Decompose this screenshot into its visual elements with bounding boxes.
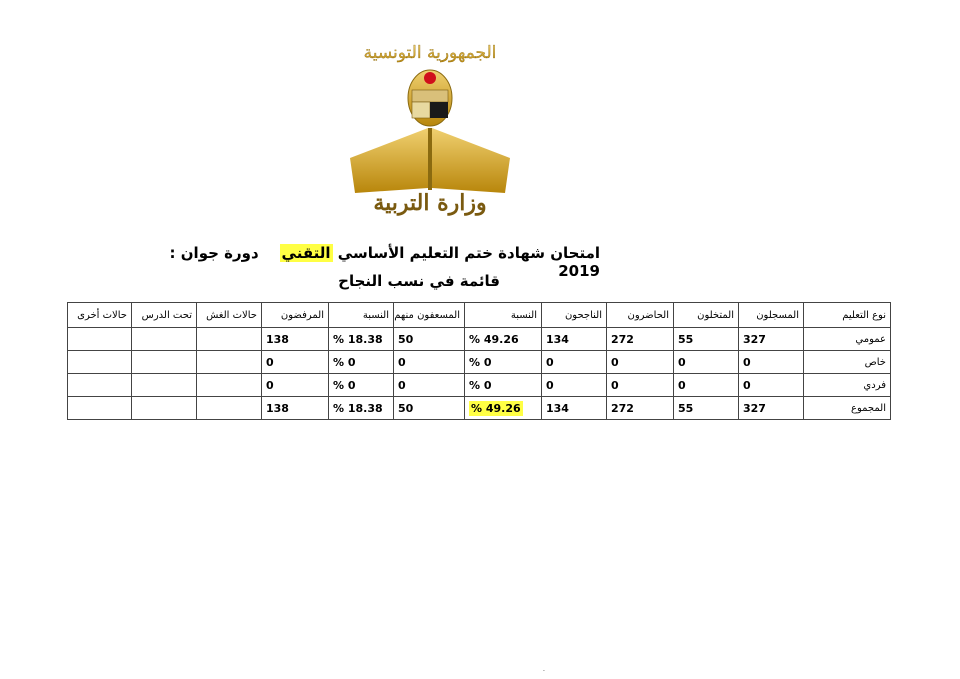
title-session: دورة جوان : 2019 xyxy=(169,244,600,280)
cell-assisted: 50 xyxy=(394,328,465,351)
table-row xyxy=(68,374,891,397)
ministry-logo xyxy=(330,28,530,218)
cell-under-study xyxy=(132,374,197,397)
cell-assisted: 0 xyxy=(394,351,465,374)
cell-present: 272 xyxy=(607,397,674,420)
cell-rejected: 138 xyxy=(262,328,329,351)
col-registered: المسجلون xyxy=(739,303,804,328)
cell-passed: 134 xyxy=(542,328,607,351)
col-passed: الناجحون xyxy=(542,303,607,328)
cell-assisted-rate: 0 % xyxy=(329,374,394,397)
cell-passed: 0 xyxy=(542,374,607,397)
cell-absent: 0 xyxy=(674,374,739,397)
table-row xyxy=(68,328,891,351)
scan-dot: · xyxy=(543,668,545,675)
cell-type: المجموع xyxy=(804,397,891,420)
cell-rate: 0 % xyxy=(465,351,542,374)
cell-other xyxy=(68,351,132,374)
cell-assisted: 50 xyxy=(394,397,465,420)
cell-registered: 0 xyxy=(739,351,804,374)
cell-rejected: 138 xyxy=(262,397,329,420)
col-absent: المتخلون xyxy=(674,303,739,328)
page-subtitle: قائمة في نسب النجاح xyxy=(338,272,500,290)
cell-passed: 134 xyxy=(542,397,607,420)
highlighted-rate: 49.26 % xyxy=(471,401,521,415)
col-cheating: حالات الغش xyxy=(197,303,262,328)
title-text: امتحان شهادة ختم التعليم الأساسي xyxy=(337,244,600,262)
cell-present: 272 xyxy=(607,328,674,351)
table-row xyxy=(68,351,891,374)
svg-text:الجمهورية التونسية: الجمهورية التونسية xyxy=(363,43,497,63)
cell-rejected: 0 xyxy=(262,374,329,397)
cell-type: خاص xyxy=(804,351,891,374)
col-type: نوع التعليم xyxy=(804,303,891,328)
col-rate: النسبة xyxy=(465,303,542,328)
cell-rate xyxy=(465,397,542,420)
cell-cheating xyxy=(197,328,262,351)
cell-assisted: 0 xyxy=(394,374,465,397)
cell-passed: 0 xyxy=(542,351,607,374)
title-highlight: التقني xyxy=(281,244,331,262)
cell-type: فردي xyxy=(804,374,891,397)
cell-registered: 0 xyxy=(739,374,804,397)
cell-rate: 49.26 % xyxy=(465,328,542,351)
cell-under-study xyxy=(132,397,197,420)
cell-other xyxy=(68,328,132,351)
cell-cheating xyxy=(197,374,262,397)
col-assisted-rate: النسبة xyxy=(329,303,394,328)
col-rejected: المرفضون xyxy=(262,303,329,328)
col-other: حالات أخرى xyxy=(68,303,132,328)
cell-type: عمومي xyxy=(804,328,891,351)
results-table xyxy=(67,302,891,420)
cell-under-study xyxy=(132,328,197,351)
cell-registered: 327 xyxy=(739,328,804,351)
cell-present: 0 xyxy=(607,351,674,374)
col-under-study: تحت الدرس xyxy=(132,303,197,328)
cell-absent: 0 xyxy=(674,351,739,374)
cell-rate: 0 % xyxy=(465,374,542,397)
cell-absent: 55 xyxy=(674,397,739,420)
svg-text:وزارة التربية: وزارة التربية xyxy=(373,190,487,216)
cell-cheating xyxy=(197,397,262,420)
cell-present: 0 xyxy=(607,374,674,397)
col-present: الحاضرون xyxy=(607,303,674,328)
cell-other xyxy=(68,374,132,397)
cell-assisted-rate: 0 % xyxy=(329,351,394,374)
cell-absent: 55 xyxy=(674,328,739,351)
cell-registered: 327 xyxy=(739,397,804,420)
cell-other xyxy=(68,397,132,420)
ministry-emblem-icon xyxy=(330,28,530,218)
cell-under-study xyxy=(132,351,197,374)
cell-rejected: 0 xyxy=(262,351,329,374)
cell-assisted-rate: 18.38 % xyxy=(329,397,394,420)
table-total-row xyxy=(68,397,891,420)
col-assisted: المسعفون منهم xyxy=(394,303,465,328)
cell-cheating xyxy=(197,351,262,374)
cell-assisted-rate: 18.38 % xyxy=(329,328,394,351)
table-header-row xyxy=(68,303,891,328)
